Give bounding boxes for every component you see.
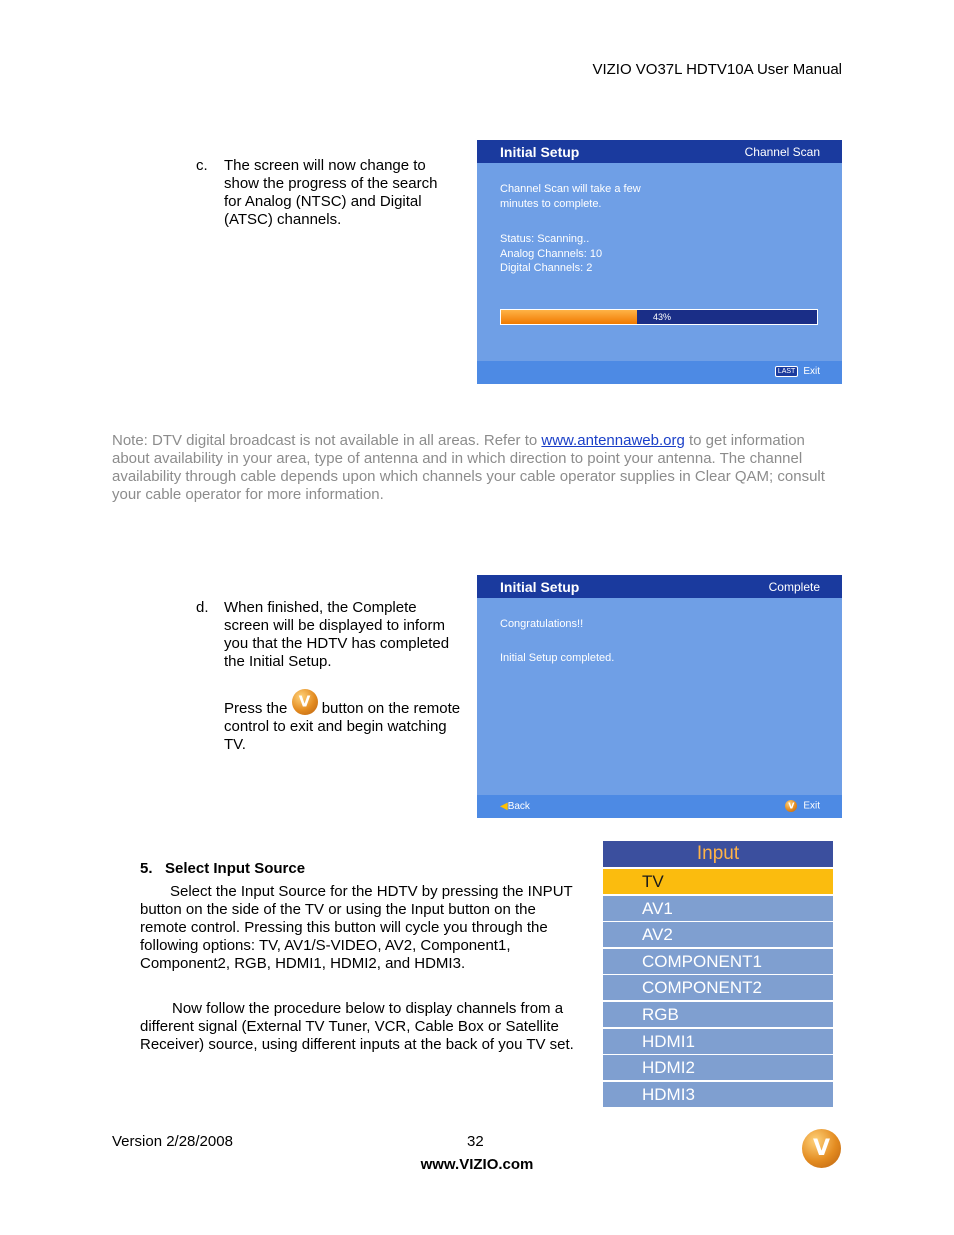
input-menu-title: Input	[603, 841, 833, 867]
last-key-icon: LAST	[775, 366, 799, 377]
input-item-av1[interactable]: AV1	[603, 896, 833, 921]
dtv-note	[112, 432, 842, 504]
input-item-hdmi2[interactable]: HDMI2	[603, 1055, 833, 1080]
press-before: Press the	[224, 700, 288, 717]
status-text: Status: Scanning..	[500, 233, 590, 245]
input-item-hdmi3[interactable]: HDMI3	[603, 1082, 833, 1107]
intro-line-1: Channel Scan will take a few	[500, 183, 641, 195]
complete-title: Initial Setup	[500, 579, 580, 595]
step-c-text: The screen will now change to show the progress of the search for Analog (NTSC) and Digital (ATSC) channels.	[224, 157, 438, 228]
complete-screen	[477, 575, 842, 818]
input-item-component1[interactable]: COMPONENT1	[603, 949, 833, 974]
channel-scan-intro	[500, 182, 641, 211]
vizio-logo-icon	[802, 1129, 841, 1168]
manual-title: VIZIO VO37L HDTV10A User Manual	[592, 61, 842, 78]
complete-label: Complete	[768, 580, 820, 594]
section-para-2: Now follow the procedure below to display channels from a different signal (External TV Tuner, VCR, Cable Box or Satellite Receiver) source, using different inputs at the back of you TV set.	[140, 1000, 574, 1053]
channel-scan-label: Channel Scan	[744, 145, 820, 159]
input-item-hdmi1[interactable]: HDMI1	[603, 1029, 833, 1054]
section-para-1: Select the Input Source for the HDTV by pressing the INPUT button on the side of the TV or using the Input button on the remote control. Pressing this button will cycle you through the following options: TV, AV1/S-VIDEO, AV2, Component1, Component2, RGB, HDMI1, HDMI2, and HDMI3.	[140, 883, 573, 972]
exit-label: Exit	[803, 366, 820, 378]
digital-channels: Digital Channels: 2	[500, 262, 593, 274]
channel-scan-header	[477, 140, 842, 163]
analog-channels: Analog Channels: 10	[500, 247, 603, 260]
completed-text: Initial Setup completed.	[500, 652, 615, 664]
intro-line-2: minutes to complete.	[500, 197, 602, 210]
step-c-letter: c.	[196, 157, 208, 174]
footer-version: Version 2/28/2008	[112, 1133, 233, 1150]
scan-progress-label: 43%	[653, 312, 672, 322]
back-arrow-icon: ◀	[500, 801, 508, 812]
page-number: 32	[467, 1133, 484, 1150]
input-item-rgb[interactable]: RGB	[603, 1002, 833, 1027]
input-item-av2[interactable]: AV2	[603, 922, 833, 947]
exit-hint-complete	[785, 800, 820, 812]
step-d-text: When finished, the Complete screen will be displayed to inform you that the HDTV has completed the Initial Setup.	[224, 599, 450, 670]
note-before-link: Note: DTV digital broadcast is not available in all areas. Refer to	[112, 432, 542, 449]
input-item-tv[interactable]: TV	[603, 869, 833, 894]
step-d-letter: d.	[196, 599, 209, 616]
scan-progress-fill	[501, 310, 637, 324]
exit-label-complete: Exit	[803, 800, 820, 812]
section-heading: 5. Select Input Source	[140, 860, 306, 877]
back-label: Back	[507, 801, 530, 812]
footer-url: www.VIZIO.com	[420, 1156, 534, 1173]
channel-scan-status	[500, 232, 602, 276]
complete-header	[477, 575, 842, 598]
vizio-v-icon	[292, 689, 318, 715]
input-item-component2[interactable]: COMPONENT2	[603, 975, 833, 1000]
exit-hint	[775, 366, 820, 377]
input-menu	[603, 841, 833, 1108]
channel-scan-screen	[477, 140, 842, 384]
step-d-press	[224, 689, 462, 754]
back-hint	[500, 801, 530, 812]
scan-progress-bar	[500, 309, 818, 325]
channel-scan-footer	[477, 361, 842, 384]
note-after-link: to get information about availability in your area, type of antenna and in which direction to point your antenna. The channel availability through cable depends upon which channels your cable operator supplies in Clear QAM; consult your cable operator for more information.	[112, 432, 825, 503]
antennaweb-link[interactable]: www.antennaweb.org	[541, 432, 685, 449]
press-after: button on the remote control to exit and begin watching TV.	[224, 700, 461, 753]
vizio-v-small-icon	[785, 800, 797, 812]
complete-footer	[477, 795, 842, 818]
channel-scan-title: Initial Setup	[500, 144, 580, 160]
congrats-text: Congratulations!!	[500, 618, 584, 630]
